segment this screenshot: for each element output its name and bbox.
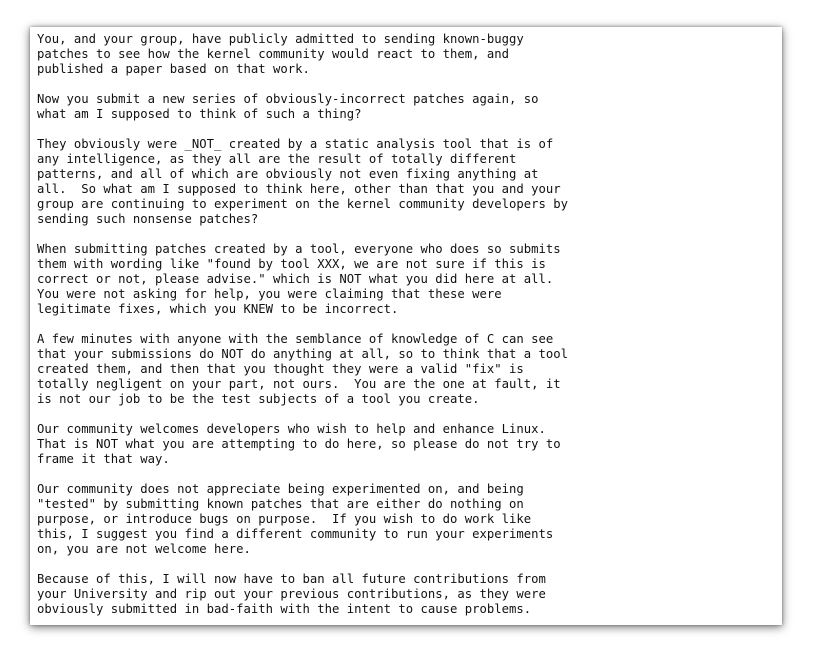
email-paragraph-2: Now you submit a new series of obviously-incorrect patches again, so what am I supposed to think of such a thing?: [37, 92, 539, 121]
email-paragraph-5: A few minutes with anyone with the semblance of knowledge of C can see that your submissions do NOT do anything at all, so to think that a tool created them, and then that you thought they were a valid "fix" is totally negligent on your part, not ours. You are the one at fault, it is not our job to be the test subjects of a tool you create.: [37, 332, 569, 406]
email-paragraph-1: You, and your group, have publicly admitted to sending known-buggy patches to see how the kernel community would react to them, and published a paper based on that work.: [37, 32, 524, 76]
email-paragraph-7: Our community does not appreciate being experimented on, and being "tested" by submitting known patches that are either do nothing on purpose, or introduce bugs on purpose. If you wish to do work like this, I suggest you find a different community to run your experiments on, you are not welcome here.: [37, 482, 554, 556]
email-paragraph-3: They obviously were _NOT_ created by a static analysis tool that is of any intelligence, as they all are the result of totally different patterns, and all of which are obviously not even fixing anything at all. So what am I supposed to think here, other than that you and your group are continuing to experiment on the kernel community developers by sending such nonsense patches?: [37, 137, 569, 226]
email-body: [37, 32, 568, 617]
email-paragraph-8: Because of this, I will now have to ban all future contributions from your University and rip out your previous contributions, as they were obviously submitted in bad-faith with the intent to cause problems.: [37, 572, 546, 616]
email-paragraph-4: When submitting patches created by a tool, everyone who does so submits them with wording like "found by tool XXX, we are not sure if this is correct or not, please advise." which is NOT what you did here at all. You were not asking for help, you were claiming that these were legitimate fixes, which you KNEW to be incorrect.: [37, 242, 561, 316]
email-message-panel: [30, 27, 782, 625]
email-paragraph-6: Our community welcomes developers who wish to help and enhance Linux. That is NOT what you are attempting to do here, so please do not try to frame it that way.: [37, 422, 561, 466]
